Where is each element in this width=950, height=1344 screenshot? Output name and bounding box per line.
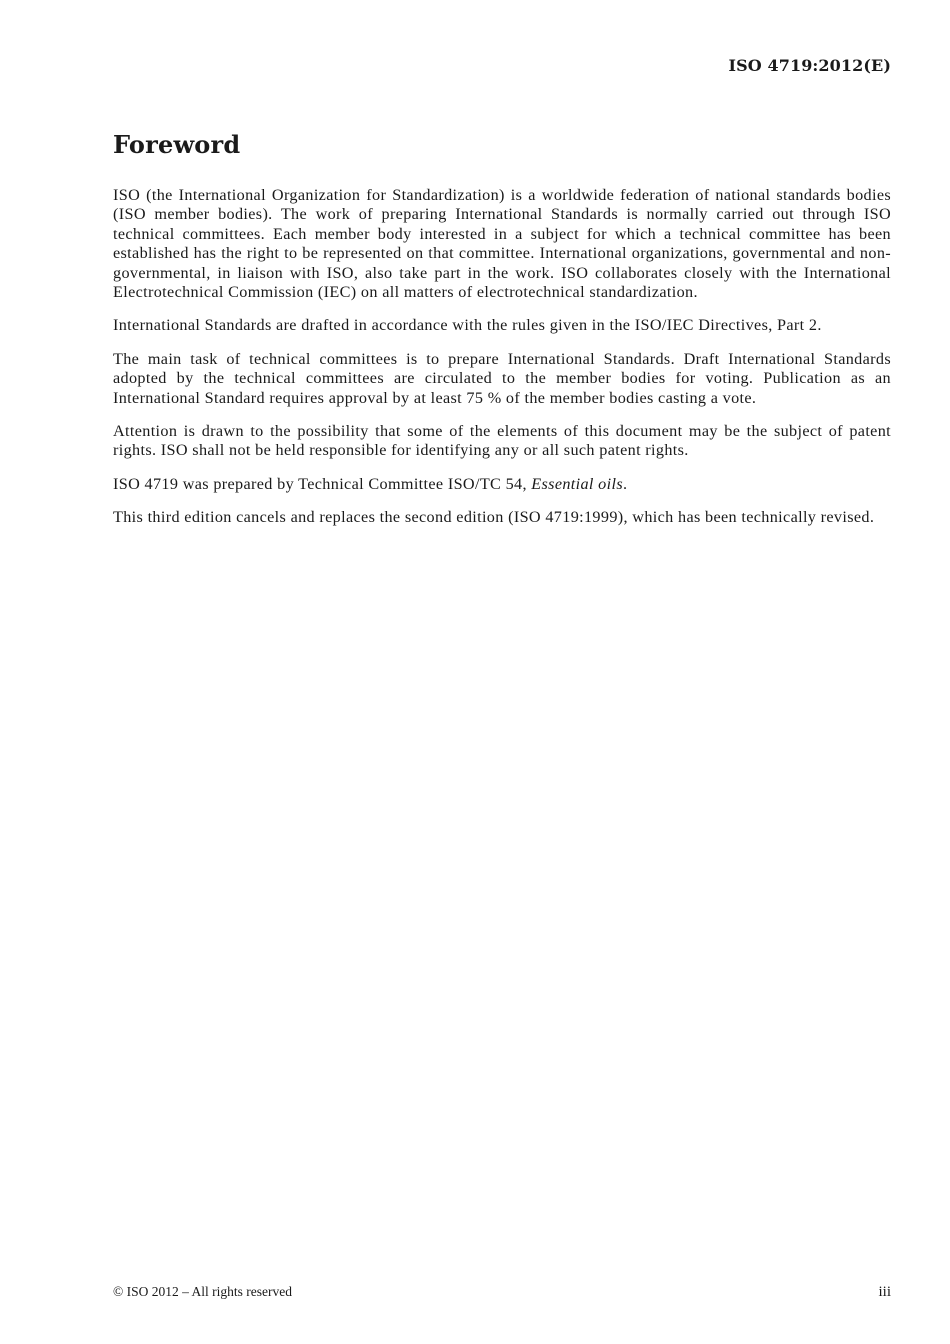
- paragraph-patent-rights: Attention is drawn to the possibility that some of the elements of this document may be the subject of patent rights. ISO shall not be held responsible for identifying any or all such patent rights.: [113, 422, 891, 460]
- foreword-body: [113, 186, 891, 542]
- committee-subject: Essential oils: [531, 474, 623, 493]
- copyright-notice: © ISO 2012 – All rights reserved: [113, 1284, 292, 1299]
- paragraph-directives: International Standards are drafted in accordance with the rules given in the ISO/IEC Directives, Part 2.: [113, 316, 822, 335]
- document-identifier: ISO 4719:2012(E): [728, 56, 891, 75]
- section-title: Foreword: [113, 130, 241, 159]
- paragraph-edition-note: This third edition cancels and replaces the second edition (ISO 4719:1999), which has been technically revised.: [113, 508, 875, 527]
- page-number: iii: [878, 1284, 891, 1300]
- paragraph-iso-overview: ISO (the International Organization for Standardization) is a worldwide federation of national standards bodies (ISO member bodies). The work of preparing International Standards is normally carried out through ISO technical committees. Each member body interested in a subject for which a technical committee has been established has the right to be represented on that committee. International organizations, governmental and non-governmental, in liaison with ISO, also take part in the work. ISO collaborates closely with the International Electrotechnical Commission (IEC) on all matters of electrotechnical standardization.: [113, 186, 891, 302]
- prepared-by-text: ISO 4719 was prepared by Technical Committee ISO/TC 54,: [113, 474, 532, 493]
- paragraph-prepared-by: [113, 475, 891, 494]
- prepared-by-period: .: [622, 474, 628, 493]
- page-footer: [113, 1284, 891, 1301]
- paragraph-committee-task: The main task of technical committees is to prepare International Standards. Draft International Standards adopted by the technical committees are circulated to the member bodies for voting. Publication as an International Standard requires approval by at least 75 % of the member bodies casting a vote.: [113, 349, 891, 407]
